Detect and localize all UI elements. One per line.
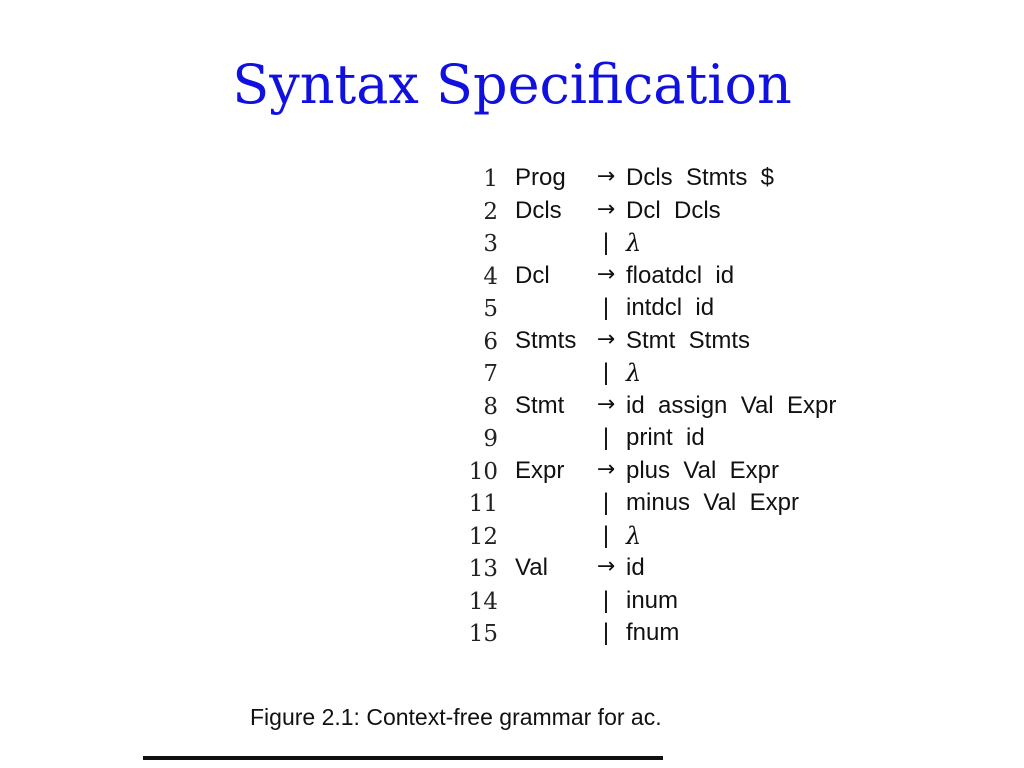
production-arrow: → bbox=[596, 326, 616, 352]
rule-rhs: λ bbox=[626, 229, 642, 257]
rule-lhs: Stmts bbox=[515, 326, 577, 354]
rule-rhs: plus Val Expr bbox=[626, 456, 779, 484]
rule-number: 11 bbox=[468, 491, 498, 517]
grammar-rule bbox=[440, 457, 900, 490]
alternative-bar: | bbox=[602, 424, 610, 451]
rule-number: 12 bbox=[468, 523, 498, 550]
rule-rhs: print id bbox=[626, 424, 705, 451]
grammar-rule bbox=[440, 197, 900, 230]
grammar-rule bbox=[440, 229, 900, 262]
divider-line bbox=[143, 756, 663, 760]
alternative-bar: | bbox=[602, 586, 610, 614]
grammar-rule bbox=[440, 619, 900, 652]
rule-rhs: id assign Val Expr bbox=[626, 391, 837, 419]
rule-number: 1 bbox=[483, 166, 498, 192]
rule-rhs: floatdcl id bbox=[626, 261, 735, 289]
rule-number: 13 bbox=[468, 556, 498, 582]
grammar-rule bbox=[440, 392, 900, 425]
grammar-rule bbox=[440, 522, 900, 555]
rule-number: 8 bbox=[483, 393, 498, 420]
grammar-rule bbox=[440, 262, 900, 295]
grammar-rule bbox=[440, 554, 900, 587]
grammar-rule bbox=[440, 587, 900, 620]
production-arrow: → bbox=[596, 554, 616, 579]
rule-lhs: Prog bbox=[515, 164, 566, 191]
alternative-bar: | bbox=[602, 489, 610, 516]
grammar-rule bbox=[440, 359, 900, 392]
alternative-bar: | bbox=[602, 521, 610, 549]
rule-rhs: inum bbox=[626, 586, 679, 614]
rule-number: 15 bbox=[468, 621, 498, 647]
production-arrow: → bbox=[596, 196, 616, 222]
production-arrow: → bbox=[596, 261, 616, 287]
rule-number: 9 bbox=[483, 426, 498, 452]
grammar-rule bbox=[440, 424, 900, 457]
alternative-bar: | bbox=[602, 294, 610, 321]
slide-title: Syntax Specification bbox=[232, 53, 792, 116]
rule-number: 7 bbox=[483, 361, 498, 387]
rule-lhs: Stmt bbox=[515, 391, 565, 419]
rule-rhs: intdcl id bbox=[626, 294, 715, 321]
grammar-rule bbox=[440, 294, 900, 327]
rule-rhs: Dcl Dcls bbox=[626, 196, 721, 224]
rule-rhs: λ bbox=[626, 521, 642, 550]
alternative-bar: | bbox=[602, 359, 610, 386]
grammar-table bbox=[440, 164, 900, 652]
rule-number: 4 bbox=[483, 263, 498, 290]
rule-rhs: minus Val Expr bbox=[626, 489, 799, 516]
rule-number: 5 bbox=[483, 296, 498, 322]
rule-rhs: fnum bbox=[626, 619, 680, 646]
rule-number: 3 bbox=[483, 231, 498, 257]
alternative-bar: | bbox=[602, 229, 610, 256]
grammar-rule bbox=[440, 489, 900, 522]
rule-lhs: Val bbox=[515, 554, 548, 581]
rule-rhs: id bbox=[626, 554, 645, 581]
alternative-bar: | bbox=[602, 619, 610, 646]
rule-lhs: Expr bbox=[515, 456, 565, 484]
rule-number: 6 bbox=[483, 328, 498, 355]
rule-number: 14 bbox=[468, 588, 498, 615]
rule-number: 10 bbox=[468, 458, 498, 485]
rule-number: 2 bbox=[483, 198, 498, 225]
production-arrow: → bbox=[596, 164, 616, 189]
rule-rhs: Dcls Stmts $ bbox=[626, 164, 775, 191]
figure-caption: Figure 2.1: Context-free grammar for ac. bbox=[250, 704, 662, 730]
production-arrow: → bbox=[596, 391, 616, 417]
rule-lhs: Dcls bbox=[515, 196, 562, 224]
production-arrow: → bbox=[596, 456, 616, 482]
rule-lhs: Dcl bbox=[515, 261, 550, 289]
grammar-rule bbox=[440, 164, 900, 197]
rule-rhs: Stmt Stmts bbox=[626, 326, 751, 354]
grammar-rule bbox=[440, 327, 900, 360]
rule-rhs: λ bbox=[626, 359, 642, 387]
